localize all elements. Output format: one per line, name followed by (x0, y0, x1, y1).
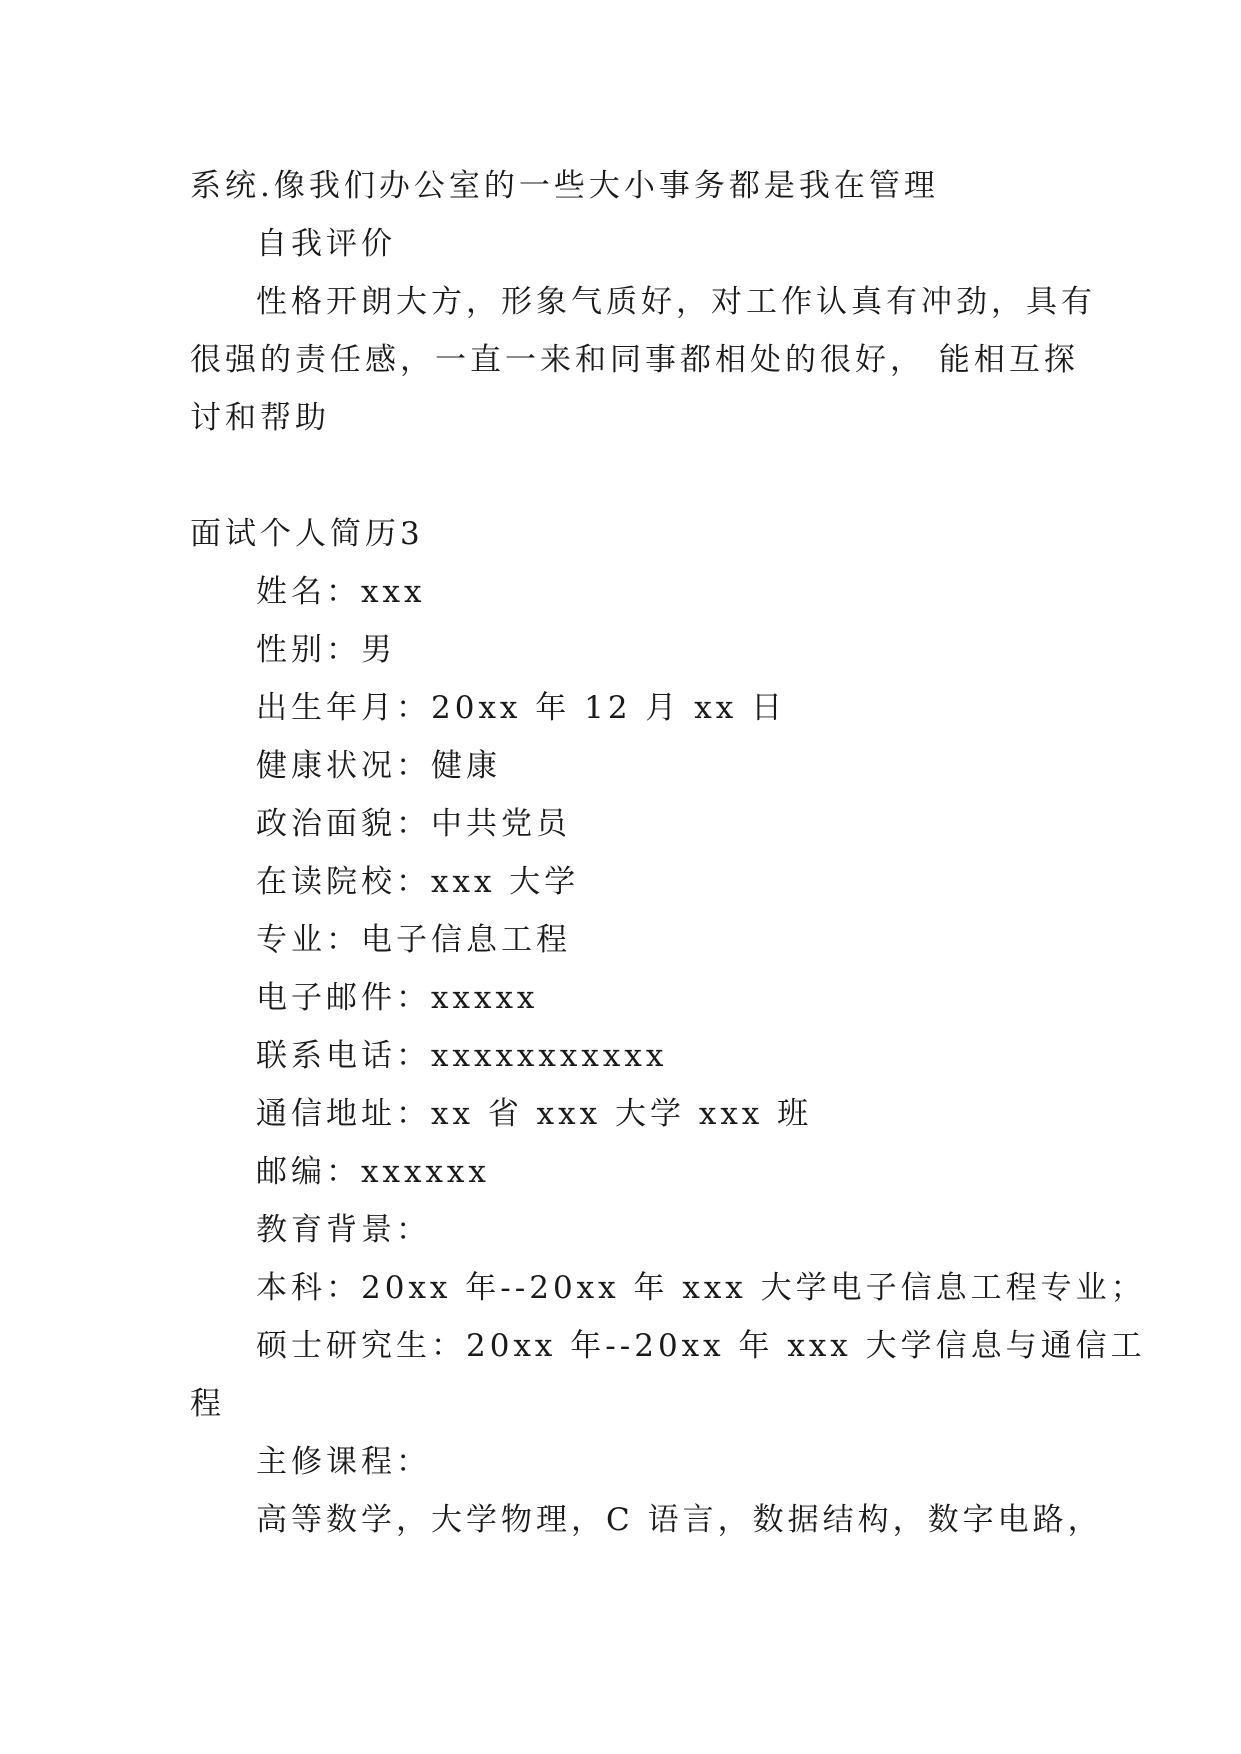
courses-list: 高等数学，大学物理，C 语言，数据结构，数字电路， (256, 1502, 1103, 1538)
field-email: 电子邮件：xxxxx (256, 980, 539, 1016)
field-political-status: 政治面貌：中共党员 (256, 806, 571, 842)
field-school: 在读院校：xxx 大学 (256, 864, 580, 900)
self-eval-paragraph-line: 讨和帮助 (190, 400, 330, 436)
field-health: 健康状况：健康 (256, 748, 501, 784)
education-undergrad: 本科：20xx 年--20xx 年 xxx 大学电子信息工程专业； (256, 1270, 1146, 1306)
field-birthdate: 出生年月：20xx 年 12 月 xx 日 (256, 690, 787, 726)
field-major: 专业：电子信息工程 (256, 922, 571, 958)
education-master-continued: 程 (190, 1386, 225, 1422)
field-gender: 性别：男 (256, 632, 396, 668)
self-eval-paragraph-line: 很强的责任感，一直一来和同事都相处的很好， 能相互探 (190, 342, 1079, 378)
field-name: 姓名：xxx (256, 574, 426, 610)
field-phone: 联系电话：xxxxxxxxxxx (256, 1038, 668, 1074)
field-address: 通信地址：xx 省 xxx 大学 xxx 班 (256, 1096, 813, 1132)
courses-heading: 主修课程： (256, 1444, 431, 1480)
education-heading: 教育背景： (256, 1212, 431, 1248)
field-postcode: 邮编：xxxxxx (256, 1154, 490, 1190)
resume-title: 面试个人简历3 (190, 516, 424, 552)
intro-line: 系统.像我们办公室的一些大小事务都是我在管理 (190, 168, 939, 204)
education-master: 硕士研究生：20xx 年--20xx 年 xxx 大学信息与通信工 (256, 1328, 1146, 1364)
self-eval-heading: 自我评价 (256, 226, 396, 262)
self-eval-paragraph-line: 性格开朗大方，形象气质好，对工作认真有冲劲，具有 (256, 284, 1096, 320)
